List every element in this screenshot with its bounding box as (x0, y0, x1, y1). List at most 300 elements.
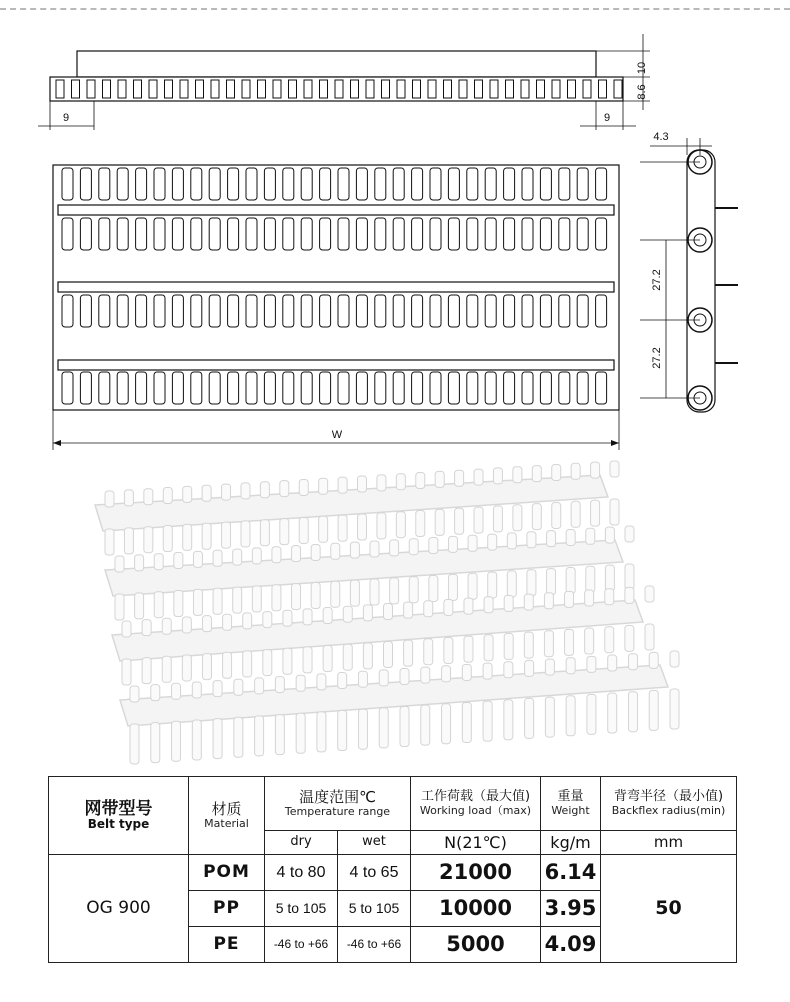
module-finger-top (292, 546, 301, 562)
side-tooth (397, 80, 405, 98)
top-finger (191, 168, 202, 200)
module-finger (202, 523, 211, 549)
top-finger (448, 168, 459, 200)
module-finger (182, 655, 191, 681)
top-finger (62, 218, 73, 250)
module-finger (303, 647, 312, 673)
side-tooth (196, 80, 204, 98)
module-finger-top (358, 671, 367, 687)
module-finger (507, 571, 516, 597)
top-finger (99, 295, 110, 327)
top-finger (522, 372, 533, 404)
module-finger (552, 502, 561, 528)
module-finger (275, 715, 284, 755)
load-header (411, 777, 541, 831)
top-finger (301, 168, 312, 200)
module-finger-top (260, 482, 269, 498)
module-finger-top (525, 660, 534, 676)
module-finger (292, 584, 301, 610)
top-finger (504, 372, 515, 404)
top-finger (596, 295, 607, 327)
pom-dry: 4 to 80 (265, 855, 338, 891)
module-finger (260, 520, 269, 546)
pp-load: 10000 (411, 891, 541, 927)
module-finger (587, 694, 596, 734)
top-finger (393, 218, 404, 250)
module-finger-top (263, 612, 272, 628)
side-tooth (211, 80, 219, 98)
module-finger-top (144, 489, 153, 505)
module-finger (493, 506, 502, 532)
module-finger-top (547, 531, 556, 547)
side-tooth (134, 80, 142, 98)
top-finger (80, 168, 91, 200)
top-finger (540, 218, 551, 250)
side-tooth (475, 80, 483, 98)
module-finger (409, 577, 418, 603)
dim-width: W (331, 429, 343, 441)
load-unit: N(21℃) (411, 831, 541, 855)
module-finger (585, 628, 594, 654)
radius-value: 50 (601, 855, 737, 963)
side-tooth (320, 80, 328, 98)
module-finger (608, 693, 617, 733)
module-finger (213, 719, 222, 759)
top-finger (99, 372, 110, 404)
module-finger (504, 700, 513, 740)
module-finger (363, 643, 372, 669)
module-finger-top (586, 528, 595, 544)
module-finger (416, 511, 425, 537)
top-finger (338, 372, 349, 404)
top-finger (99, 218, 110, 250)
top-finger (412, 295, 423, 327)
module-finger-top (338, 477, 347, 493)
side-tooth (382, 80, 390, 98)
module-finger-top (493, 468, 502, 484)
side-tooth (149, 80, 157, 98)
module-finger (317, 712, 326, 752)
top-finger (522, 295, 533, 327)
module-finger (462, 702, 471, 742)
module-finger-top (323, 608, 332, 624)
module-finger-top (566, 658, 575, 674)
side-tooth (568, 80, 576, 98)
top-finger (320, 218, 331, 250)
module-finger-top (241, 483, 250, 499)
top-finger (62, 372, 73, 404)
top-finger (504, 295, 515, 327)
module-finger-top (343, 606, 352, 622)
module-finger (280, 519, 289, 545)
top-finger (559, 168, 570, 200)
module-finger-top (416, 473, 425, 489)
module-finger-top (608, 655, 617, 671)
module-finger (442, 704, 451, 744)
module-finger (610, 499, 619, 525)
top-finger (559, 372, 570, 404)
dim-pitch-1: 27.2 (651, 269, 663, 291)
top-finger (504, 218, 515, 250)
module-finger-top (311, 544, 320, 560)
top-finger (191, 295, 202, 327)
module-finger (234, 717, 243, 757)
module-finger-top (377, 475, 386, 491)
module-finger (358, 514, 367, 540)
module-finger-top (370, 541, 379, 557)
top-finger (577, 168, 588, 200)
module-finger-top (172, 683, 181, 699)
module-finger-top (222, 484, 231, 500)
top-finger (485, 168, 496, 200)
dim-side-height: 8.6 (636, 84, 648, 100)
top-finger (540, 168, 551, 200)
module-finger-top (299, 479, 308, 495)
module-finger-top (396, 474, 405, 490)
module-finger (605, 565, 614, 591)
module-finger-top (363, 605, 372, 621)
module-finger-top (202, 485, 211, 501)
side-tooth (56, 80, 64, 98)
module-finger-top (625, 526, 634, 542)
module-finger-top (474, 469, 483, 485)
dim-left-offset: 9 (62, 112, 70, 124)
top-finger (172, 372, 183, 404)
module-finger-top (605, 527, 614, 543)
top-finger (338, 218, 349, 250)
module-finger (605, 627, 614, 653)
module-finger (183, 524, 192, 550)
dry-header: dry (265, 831, 338, 855)
top-finger (209, 372, 220, 404)
top-finger (246, 295, 257, 327)
side-tooth (444, 80, 452, 98)
side-tooth (242, 80, 250, 98)
module-finger-top (484, 597, 493, 613)
module-finger (444, 637, 453, 663)
side-tooth (103, 80, 111, 98)
pe-weight: 4.09 (541, 927, 601, 963)
module-finger (252, 586, 261, 612)
top-finger (264, 295, 275, 327)
temp-en: Temperature range (284, 804, 391, 818)
side-view (38, 34, 650, 130)
top-finger (375, 218, 386, 250)
top-finger (117, 295, 128, 327)
module-finger-top (255, 678, 264, 694)
module-finger-top (384, 604, 393, 620)
side-tooth (490, 80, 498, 98)
module-finger-top (670, 651, 679, 667)
module-finger-top (507, 533, 516, 549)
module-finger-top (154, 554, 163, 570)
module-finger-top (544, 593, 553, 609)
top-finger (467, 168, 478, 200)
module-finger-top (358, 476, 367, 492)
module-finger (625, 625, 634, 651)
module-finger (455, 508, 464, 534)
pe-wet: -46 to +66 (338, 927, 411, 963)
top-finger (80, 218, 91, 250)
module-finger-top (448, 536, 457, 552)
module-finger-top (409, 539, 418, 555)
top-finger (320, 168, 331, 200)
top-view (53, 165, 619, 450)
weight-unit: kg/m (541, 831, 601, 855)
module-finger-top (280, 481, 289, 497)
module-finger-top (462, 664, 471, 680)
module-finger-top (162, 618, 171, 634)
top-finger (430, 218, 441, 250)
module-finger-top (275, 677, 284, 693)
side-tooth (599, 80, 607, 98)
top-finger (522, 168, 533, 200)
module-finger-top (213, 681, 222, 697)
side-tooth (552, 80, 560, 98)
module-finger (154, 592, 163, 618)
top-finger (154, 218, 165, 250)
module-finger (513, 505, 522, 531)
module-finger-top (504, 662, 513, 678)
top-finger (209, 168, 220, 200)
material-zh: 材质 (211, 800, 242, 819)
module-finger (124, 528, 133, 554)
module-finger-top (468, 535, 477, 551)
top-finger (485, 218, 496, 250)
top-finger (283, 295, 294, 327)
module-finger (566, 696, 575, 736)
top-finger (467, 295, 478, 327)
top-finger (136, 372, 147, 404)
side-tooth (165, 80, 173, 98)
top-finger (246, 372, 257, 404)
top-finger (228, 372, 239, 404)
radius-zh: 背弯半径（最小值) (613, 789, 724, 805)
top-finger (393, 168, 404, 200)
top-finger (559, 218, 570, 250)
module-finger-top (105, 491, 114, 507)
module-finger-top (192, 682, 201, 698)
top-finger (264, 372, 275, 404)
module-finger-top (122, 621, 131, 637)
top-finger (264, 168, 275, 200)
pom-load: 21000 (411, 855, 541, 891)
module-finger-top (182, 617, 191, 633)
top-finger (172, 295, 183, 327)
module-finger-top (317, 674, 326, 690)
module-finger (404, 640, 413, 666)
module-finger-top (202, 616, 211, 632)
top-finger (393, 295, 404, 327)
side-tooth (335, 80, 343, 98)
module-finger-top (331, 543, 340, 559)
top-finger (246, 168, 257, 200)
module-finger-top (296, 675, 305, 691)
top-finger (62, 168, 73, 200)
top-finger (356, 168, 367, 200)
side-tooth (118, 80, 126, 98)
module-finger-top (163, 488, 172, 504)
module-finger (474, 507, 483, 533)
top-finger (375, 295, 386, 327)
module-finger (142, 658, 151, 684)
module-finger (233, 587, 242, 613)
module-finger (299, 517, 308, 543)
wet-header: wet (338, 831, 411, 855)
top-finger (191, 372, 202, 404)
module-finger (547, 569, 556, 595)
module-finger (628, 692, 637, 732)
top-finger (209, 218, 220, 250)
top-finger (485, 372, 496, 404)
model-cell: OG 900 (49, 855, 189, 963)
module-finger (202, 654, 211, 680)
module-finger (192, 720, 201, 760)
module-finger (151, 723, 160, 763)
module-finger (390, 578, 399, 604)
material-pp: PP (189, 891, 265, 927)
top-finger (540, 295, 551, 327)
module-finger (468, 573, 477, 599)
module-finger (243, 651, 252, 677)
module-finger (122, 659, 131, 685)
top-finger (559, 295, 570, 327)
module-finger (331, 581, 340, 607)
module-finger (130, 724, 139, 764)
module-finger-top (243, 613, 252, 629)
module-finger-top (625, 587, 634, 603)
belt-type-header (49, 777, 189, 855)
module-finger (338, 515, 347, 541)
module-finger (223, 652, 232, 678)
side-tooth (583, 80, 591, 98)
module-finger-top (130, 686, 139, 702)
module-finger-top (142, 620, 151, 636)
module-finger-top (585, 590, 594, 606)
module-finger-top (513, 467, 522, 483)
side-tooth (289, 80, 297, 98)
top-finger (301, 218, 312, 250)
module-finger-top (424, 601, 433, 617)
top-finger (80, 372, 91, 404)
module-finger (484, 635, 493, 661)
top-finger (136, 295, 147, 327)
pe-load: 5000 (411, 927, 541, 963)
side-tooth (521, 80, 529, 98)
module-finger-top (421, 667, 430, 683)
module-finger-top (223, 614, 232, 630)
module-finger-top (565, 591, 574, 607)
pp-dry: 5 to 105 (265, 891, 338, 927)
side-tooth (413, 80, 421, 98)
module-finger (448, 574, 457, 600)
belt-photo (80, 461, 680, 764)
module-finger-top (552, 464, 561, 480)
top-finger (356, 295, 367, 327)
module-finger (377, 513, 386, 539)
module-finger (319, 516, 328, 542)
top-finger (283, 218, 294, 250)
top-finger (467, 218, 478, 250)
dim-top-height: 10 (636, 61, 648, 75)
top-finger (338, 168, 349, 200)
module-finger (162, 656, 171, 682)
module-finger (488, 572, 497, 598)
module-finger-top (545, 659, 554, 675)
module-finger-top (571, 463, 580, 479)
top-finger (320, 372, 331, 404)
material-en: Material (204, 816, 249, 830)
side-tooth (459, 80, 467, 98)
belt-type-zh: 网带型号 (84, 798, 153, 819)
top-finger (577, 218, 588, 250)
top-finger (154, 168, 165, 200)
module-finger-top (524, 594, 533, 610)
top-finger (246, 218, 257, 250)
module-finger (338, 711, 347, 751)
module-finger (524, 632, 533, 658)
weight-en: Weight (551, 803, 590, 817)
weight-zh: 重量 (557, 789, 584, 805)
module-finger (105, 529, 114, 555)
side-tooth (537, 80, 545, 98)
module-finger (435, 509, 444, 535)
module-finger-top (566, 529, 575, 545)
module-finger (311, 582, 320, 608)
side-tooth (506, 80, 514, 98)
module-finger-top (174, 553, 183, 569)
module-finger-top (610, 461, 619, 477)
top-finger (264, 218, 275, 250)
module-finger (343, 644, 352, 670)
module-finger-top (532, 466, 541, 482)
module-finger-top (527, 532, 536, 548)
top-finger (136, 218, 147, 250)
side-tooth (304, 80, 312, 98)
top-finger (356, 218, 367, 250)
module-finger-top (151, 685, 160, 701)
module-finger (625, 564, 634, 590)
module-finger-top (283, 610, 292, 626)
module-finger-top (213, 550, 222, 566)
top-finger (577, 295, 588, 327)
top-finger (430, 168, 441, 200)
top-finger (522, 218, 533, 250)
module-finger (527, 570, 536, 596)
weight-header (541, 777, 601, 831)
module-finger (323, 646, 332, 672)
top-finger (283, 168, 294, 200)
top-finger (375, 168, 386, 200)
module-finger-top (124, 490, 133, 506)
module-finger (429, 576, 438, 602)
module-finger-top (587, 656, 596, 672)
module-finger (172, 721, 181, 761)
module-finger (532, 504, 541, 530)
module-finger (358, 709, 367, 749)
material-header (189, 777, 265, 855)
module-finger-top (390, 540, 399, 556)
module-finger-top (591, 462, 600, 478)
top-finger (430, 372, 441, 404)
top-finger (172, 168, 183, 200)
material-pe: PE (189, 927, 265, 963)
module-finger (350, 580, 359, 606)
module-finger-top (193, 551, 202, 567)
top-finger (540, 372, 551, 404)
module-finger (400, 707, 409, 747)
top-finger (283, 372, 294, 404)
